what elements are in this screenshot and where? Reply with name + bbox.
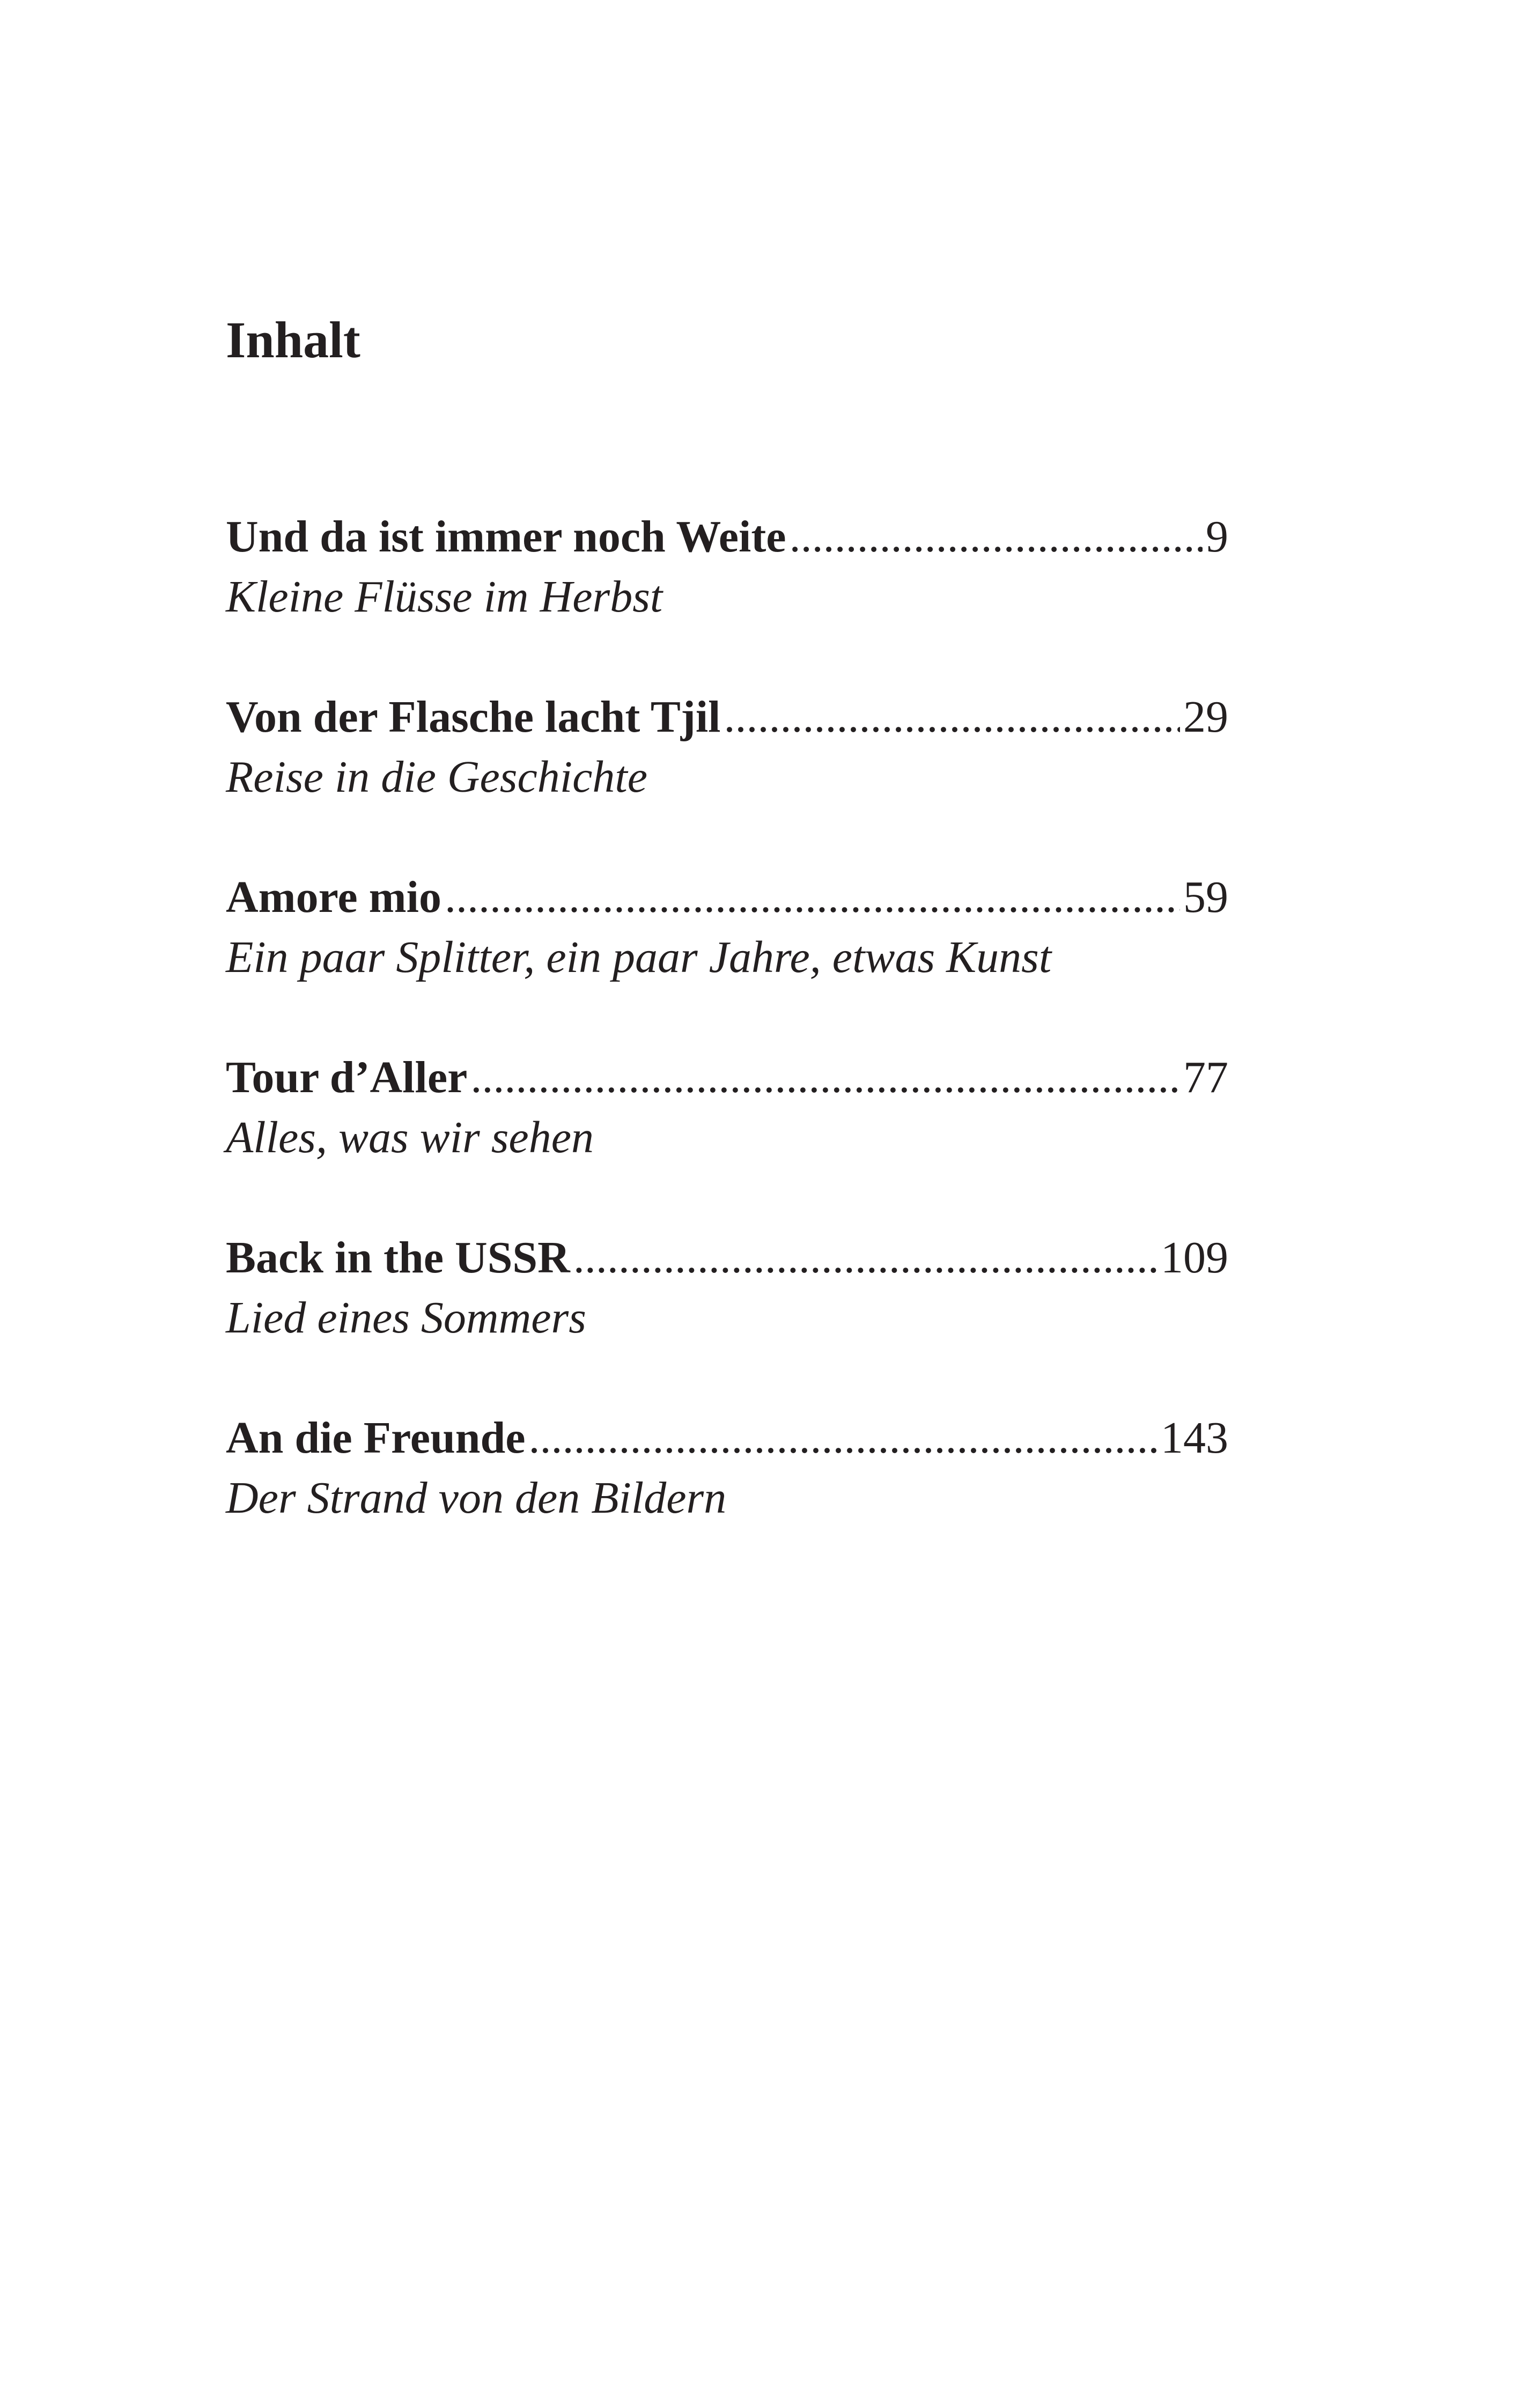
toc-entry-subtitle: Alles, was wir sehen [226,1113,594,1162]
table-of-contents [226,507,1228,1588]
toc-entry [226,687,1228,867]
toc-entry [226,507,1228,687]
toc-entry-title: Back in the USSR [226,1233,570,1283]
toc-entry-page-number: 143 [1161,1413,1228,1463]
toc-entry-line [226,687,1228,747]
toc-entry-line [226,1048,1228,1108]
toc-entry-line [226,1228,1228,1288]
toc-entry-title: Amore mio [226,872,441,922]
dot-leader [529,1408,1157,1468]
toc-entry-page-number: 59 [1183,872,1228,922]
dot-leader [445,867,1180,927]
toc-entry-page-number: 29 [1183,692,1228,742]
toc-entry-title: Von der Flasche lacht Tjil [226,692,721,742]
toc-entry-page-number: 9 [1206,512,1228,562]
toc-entry-line [226,867,1228,927]
page-title: Inhalt [226,311,360,369]
dot-leader [790,507,1203,567]
toc-entry-title: Und da ist immer noch Weite [226,512,786,562]
dot-leader [573,1228,1157,1288]
toc-entry-subtitle: Reise in die Geschichte [226,752,648,802]
dot-leader [470,1048,1180,1108]
toc-entry [226,867,1228,1048]
toc-entry-subtitle: Der Strand von den Bildern [226,1473,727,1523]
toc-entry-title: Tour d’Aller [226,1052,468,1102]
toc-entry [226,1048,1228,1228]
toc-entry-subtitle: Lied eines Sommers [226,1293,586,1343]
toc-entry-line [226,507,1228,567]
toc-entry-subtitle: Ein paar Splitter, ein paar Jahre, etwas Kunst [226,932,1052,982]
toc-entry-line [226,1408,1228,1468]
toc-entry-page-number: 109 [1161,1233,1228,1283]
toc-entry-subtitle: Kleine Flüsse im Herbst [226,572,663,622]
toc-entry [226,1408,1228,1588]
toc-entry [226,1228,1228,1408]
dot-leader [724,687,1180,747]
toc-entry-title: An die Freunde [226,1413,526,1463]
toc-entry-page-number: 77 [1183,1052,1228,1102]
